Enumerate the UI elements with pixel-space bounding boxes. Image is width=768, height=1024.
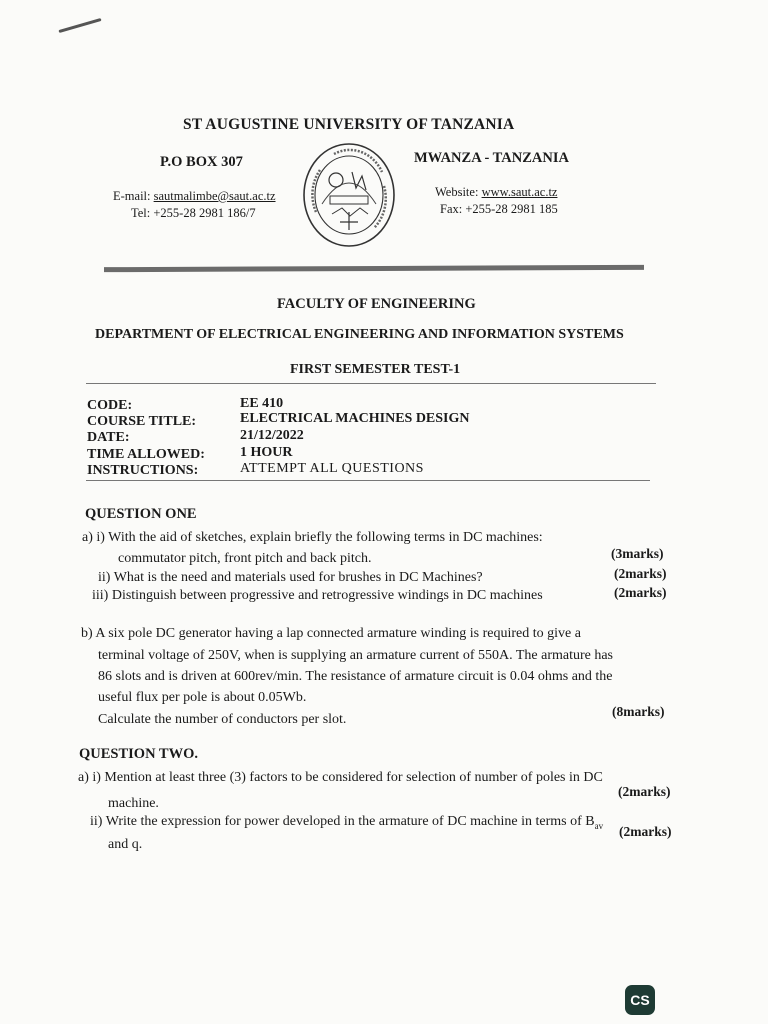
info-top-rule [86, 383, 656, 384]
q1-a-iii-marks: (2marks) [614, 585, 667, 600]
po-box: P.O BOX 307 [160, 154, 243, 170]
university-name: ST AUGUSTINE UNIVERSITY OF TANZANIA [183, 116, 515, 133]
q1-a-i-marks: (3marks) [611, 546, 664, 561]
test-title: FIRST SEMESTER TEST-1 [290, 362, 461, 377]
website-link[interactable]: www.saut.ac.tz [481, 185, 558, 199]
q2-a-ii-line2: and q. [108, 837, 143, 852]
q1-b-line2: terminal voltage of 250V, when is supplying an armature current of 550A. The armature has [98, 648, 614, 663]
q2-a-i-line1: a) i) Mention at least three (3) factors to be considered for selection of number of poles in DC [78, 770, 603, 785]
q2-a-ii-subscript: av [594, 820, 604, 831]
info-value: ELECTRICAL MACHINES DESIGN [240, 411, 470, 426]
q1-a-ii: ii) What is the need and materials used for brushes in DC Machines? [98, 570, 483, 585]
website-label: Website: [435, 185, 482, 199]
city: MWANZA - TANZANIA [414, 150, 569, 166]
email-link[interactable]: sautmalimbe@saut.ac.tz [153, 189, 276, 203]
info-label: CODE: [87, 398, 133, 413]
info-label: COURSE TITLE: [87, 414, 197, 429]
website-line [435, 185, 557, 200]
camscanner-logo-icon: CS [625, 985, 655, 1015]
header-divider [104, 265, 644, 272]
info-value: EE 410 [240, 396, 284, 411]
pen-mark [58, 18, 101, 33]
info-value: 21/12/2022 [240, 428, 304, 443]
question-one-title: QUESTION ONE [85, 506, 197, 522]
info-value: ATTEMPT ALL QUESTIONS [240, 461, 424, 476]
email-label: E-mail: [113, 189, 154, 203]
q1-a-i-line1: a) i) With the aid of sketches, explain briefly the following terms in DC machines: [82, 530, 543, 545]
q2-a-ii-marks: (2marks) [619, 824, 672, 839]
university-seal-icon [302, 142, 396, 248]
info-label: INSTRUCTIONS: [87, 463, 199, 478]
telephone: Tel: +255-28 2981 186/7 [131, 206, 256, 220]
q2-a-i-line2: machine. [108, 796, 159, 811]
q1-b-line4: useful flux per pole is about 0.05Wb. [98, 690, 307, 705]
info-bottom-rule [86, 480, 650, 481]
q1-a-ii-marks: (2marks) [614, 566, 667, 581]
q1-b-line3: 86 slots and is driven at 600rev/min. The resistance of armature circuit is 0.04 ohms and the [98, 669, 613, 684]
info-label: TIME ALLOWED: [87, 447, 205, 462]
q1-a-iii: iii) Distinguish between progressive and retrogressive windings in DC machines [92, 588, 543, 603]
department-title: DEPARTMENT OF ELECTRICAL ENGINEERING AND INFORMATION SYSTEMS [95, 327, 624, 342]
fax: Fax: +255-28 2981 185 [440, 202, 558, 216]
email-line [113, 189, 276, 204]
info-value: 1 HOUR [240, 445, 293, 460]
q2-a-ii-text: ii) Write the expression for power developed in the armature of DC machine in terms of B [90, 814, 595, 829]
q1-a-i-line2: commutator pitch, front pitch and back pitch. [118, 551, 372, 566]
q2-a-i-marks: (2marks) [618, 784, 671, 799]
faculty-title: FACULTY OF ENGINEERING [277, 296, 476, 312]
q1-b-line5: Calculate the number of conductors per slot. [98, 712, 347, 727]
question-two-title: QUESTION TWO. [79, 746, 198, 762]
q2-a-ii-line1 [90, 814, 603, 831]
q1-b-marks: (8marks) [612, 704, 665, 719]
info-label: DATE: [87, 430, 130, 445]
q1-b-line1: b) A six pole DC generator having a lap connected armature winding is required to give a [81, 626, 581, 641]
